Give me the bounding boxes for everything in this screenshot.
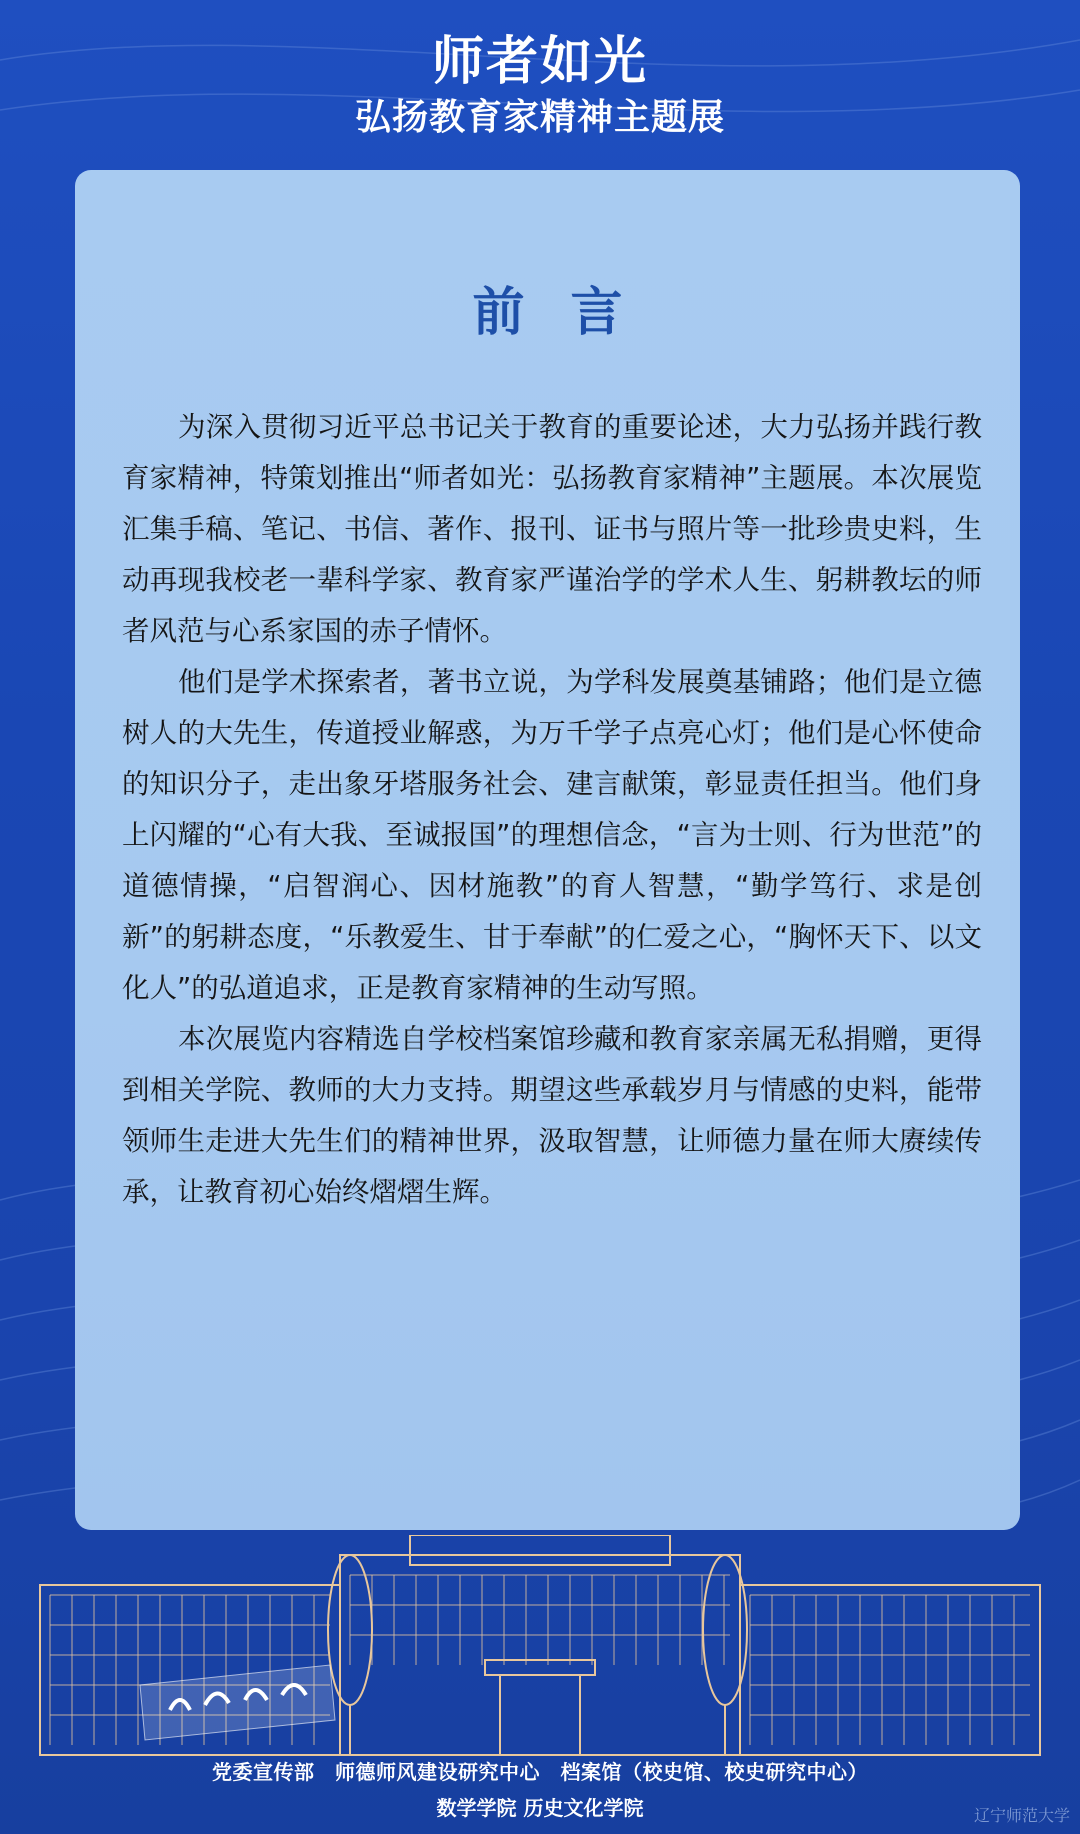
preface-heading: 前言 — [472, 282, 669, 343]
organizers-line: 党委宣传部 师德师风建设研究中心 档案馆（校史馆、校史研究中心） — [212, 1760, 868, 1784]
organizer-footer — [0, 1758, 1080, 1822]
exhibition-title: 师者如光 — [431, 32, 648, 92]
exhibition-header — [0, 30, 1080, 142]
exhibition-subtitle: 弘扬教育家精神主题展 — [354, 97, 725, 138]
colleges-line: 数学学院 历史文化学院 — [436, 1796, 644, 1820]
preface-paragraph-1: 为深入贯彻习近平总书记关于教育的重要论述，大力弘扬并践行教育家精神，特策划推出“师者如光：弘扬教育家精神”主题展。本次展览汇集手稿、笔记、书信、著作、报刊、证书与照片等一批珍贵史料，生动再现我校老一辈科学家、教育家严谨治学的学术人生、躬耕教坛的师者风范与心系家国的赤子情怀。 — [122, 411, 982, 647]
preface-paragraph-3: 本次展览内容精选自学校档案馆珍藏和教育家亲属无私捐赠，更得到相关学院、教师的大力支持。期望这些承载岁月与情感的史料，能带领师生走进大先生们的精神世界，汲取智慧，让师德力量在师大赓续传承，让教育初心始终熠熠生辉。 — [122, 1023, 982, 1208]
preface-paragraph-2: 他们是学术探索者，著书立说，为学科发展奠基铺路；他们是立德树人的大先生，传道授业解惑，为万千学子点亮心灯；他们是心怀使命的知识分子，走出象牙塔服务社会、建言献策，彰显责任担当。他们身上闪耀的“心有大我、至诚报国”的理想信念，“言为士则、行为世范”的道德情操，“启智润心、因材施教”的育人智慧，“勤学笃行、求是创新”的躬耕态度，“乐教爱生、甘于奉献”的仁爱之心，“胸怀天下、以文化人”的弘道追求，正是教育家精神的生动写照。 — [122, 666, 982, 1004]
school-name-plaque — [140, 1665, 335, 1740]
watermark: 辽宁师范大学 — [973, 1808, 1070, 1825]
campus-building-illustration — [0, 1535, 1080, 1775]
preface-panel — [75, 170, 1020, 1530]
preface-body — [122, 402, 982, 1218]
